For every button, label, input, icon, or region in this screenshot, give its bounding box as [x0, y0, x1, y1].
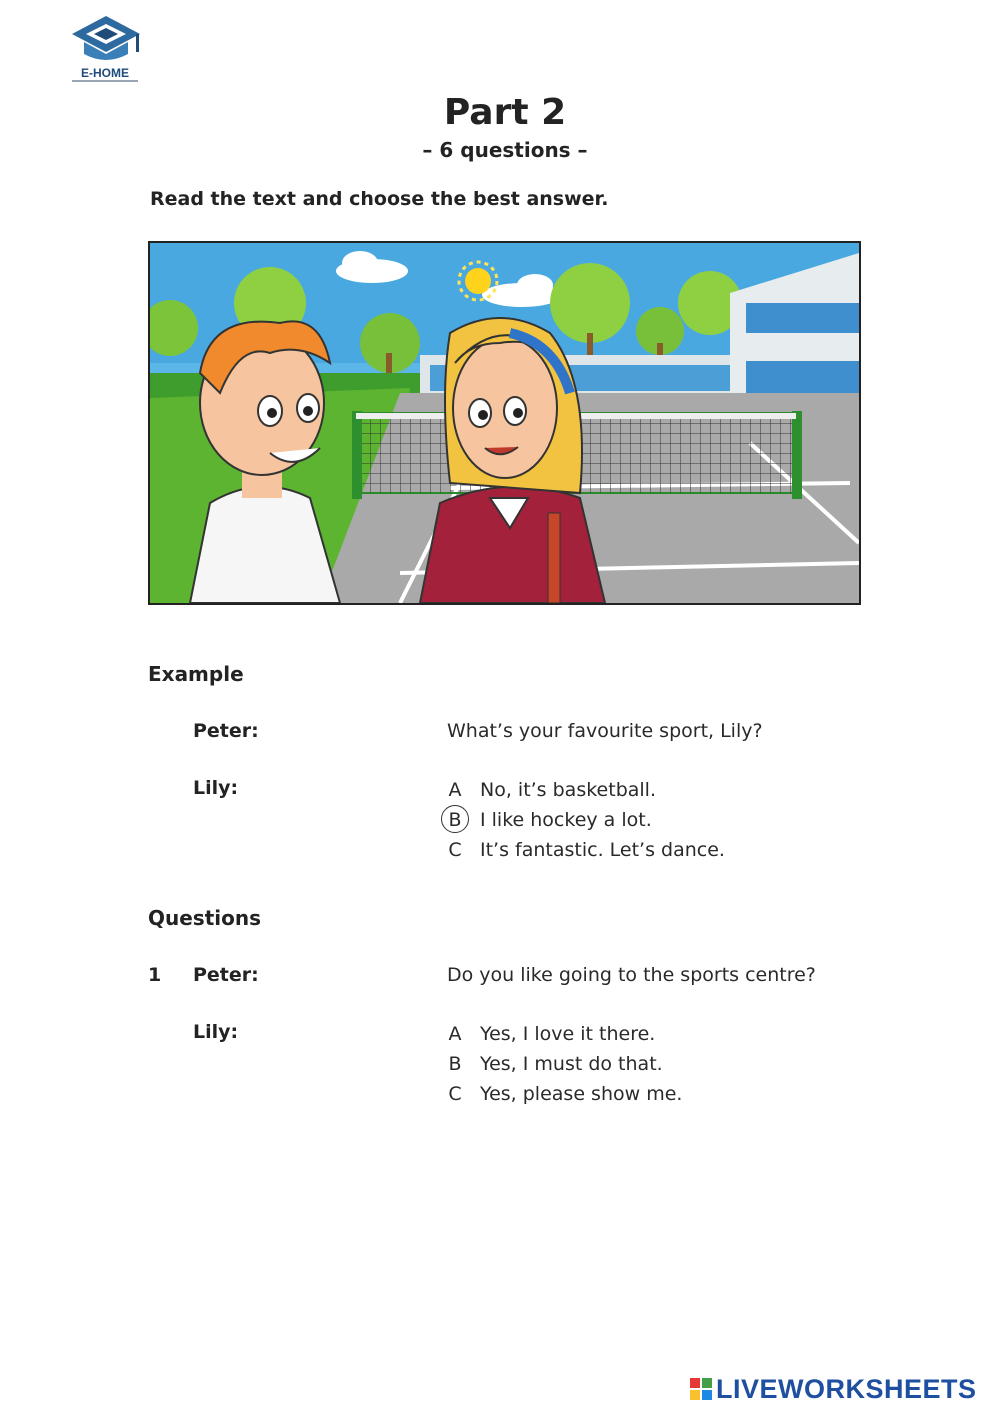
page-title: Part 2	[443, 92, 567, 133]
illustration-tennis-court	[148, 241, 861, 605]
option-letter: B	[448, 1053, 462, 1075]
example-option-a	[440, 775, 725, 805]
instruction-text: Read the text and choose the best answer.	[150, 188, 609, 210]
option-text: Yes, please show me.	[480, 1083, 683, 1105]
example-option-c	[440, 835, 725, 865]
question-number: 1	[148, 964, 162, 986]
liveworksheets-logo	[690, 1374, 977, 1404]
example-question-text: What’s your favourite sport, Lily?	[447, 720, 763, 742]
option-letter: C	[448, 1083, 462, 1105]
page-subtitle: – 6 questions –	[422, 138, 588, 162]
example-heading: Example	[148, 662, 244, 686]
logo-name: E-HOME	[81, 66, 129, 80]
option-text: Yes, I love it there.	[480, 1023, 656, 1045]
option-text: It’s fantastic. Let’s dance.	[480, 839, 725, 861]
question-1-speaker-peter: Peter:	[193, 964, 259, 986]
option-text: I like hockey a lot.	[480, 809, 652, 831]
option-letter: A	[448, 779, 462, 801]
footer-brand-text: LIVEWORKSHEETS	[716, 1373, 977, 1404]
question-1-text: Do you like going to the sports centre?	[447, 964, 816, 986]
example-speaker-peter: Peter:	[193, 720, 259, 742]
question-1-option-c[interactable]	[440, 1079, 682, 1109]
example-options	[440, 775, 725, 865]
option-letter: A	[448, 1023, 462, 1045]
question-1-option-b[interactable]	[440, 1049, 682, 1079]
example-speaker-lily: Lily:	[193, 777, 239, 799]
liveworksheets-mark-icon	[690, 1378, 712, 1400]
example-option-b	[440, 805, 725, 835]
option-text: No, it’s basketball.	[480, 779, 656, 801]
option-text: Yes, I must do that.	[480, 1053, 663, 1075]
question-1-speaker-lily: Lily:	[193, 1021, 239, 1043]
selected-answer-circle: B	[441, 805, 469, 833]
question-1-options	[440, 1019, 682, 1109]
logo-tagline-line	[72, 80, 138, 82]
question-1-option-a[interactable]	[440, 1019, 682, 1049]
questions-heading: Questions	[148, 906, 262, 930]
option-letter: C	[448, 839, 462, 861]
graduation-cap-icon	[70, 12, 142, 68]
